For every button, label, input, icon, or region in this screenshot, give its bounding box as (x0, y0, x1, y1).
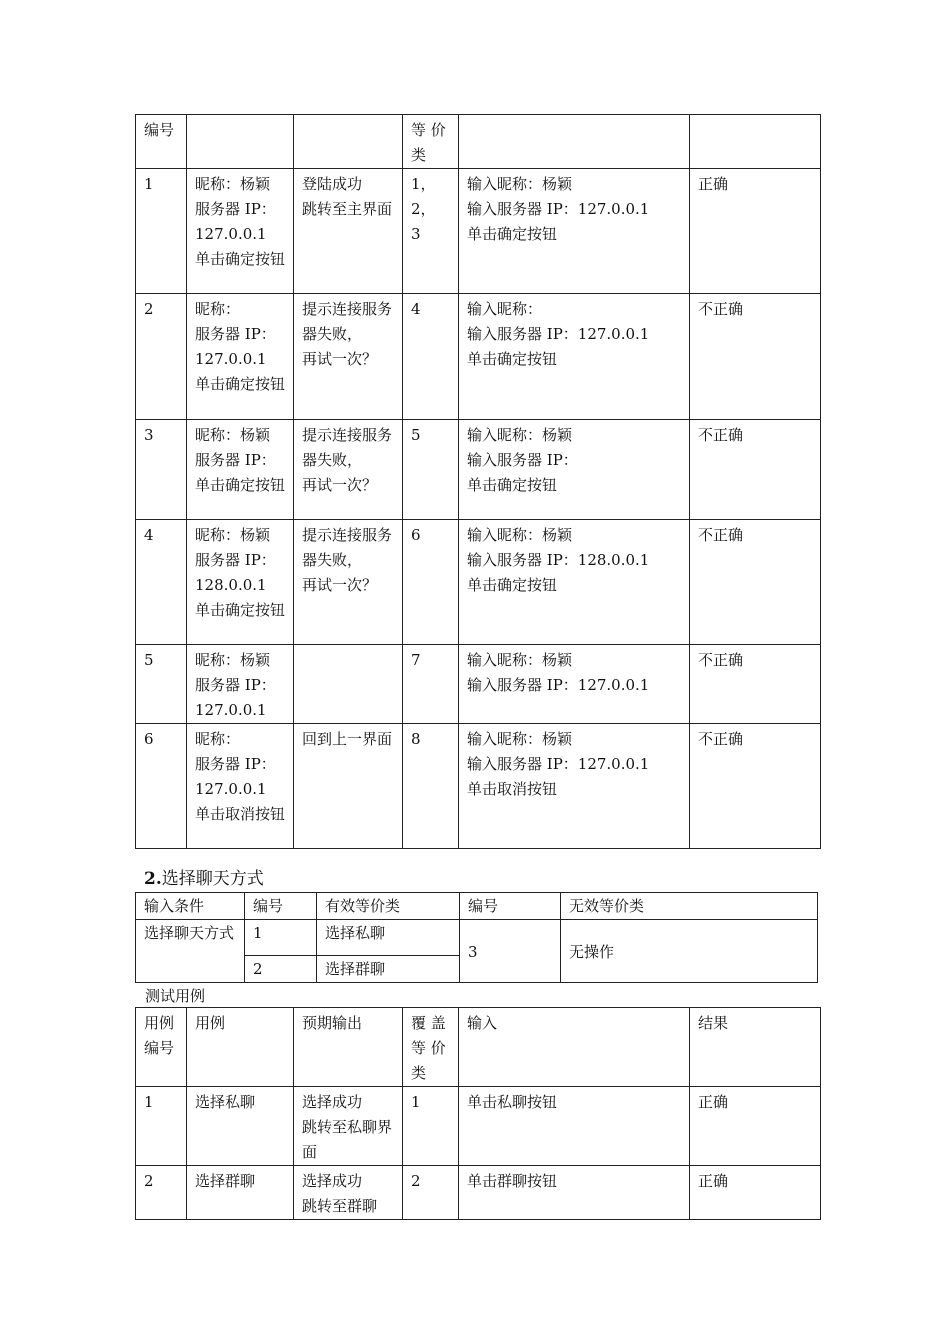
table-row (136, 169, 821, 294)
header-cell (294, 115, 403, 169)
case-classes: 2 (403, 1166, 459, 1220)
valid-class-id: 2 (245, 956, 317, 983)
case-result: 正确 (690, 1166, 821, 1220)
login-test-table (135, 114, 821, 849)
case-expected: 提示连接服务器失败， 再试一次？ (294, 294, 403, 420)
case-name: 选择群聊 (187, 1166, 294, 1220)
case-steps: 输入昵称：杨颖 输入服务器 IP：127.0.0.1 单击确定按钮 (459, 169, 690, 294)
table-header-row (136, 115, 821, 169)
table-row (136, 1166, 821, 1220)
section-heading (144, 868, 264, 890)
section-title: 选择聊天方式 (161, 869, 264, 889)
table-row (136, 1087, 821, 1166)
valid-class-label: 选择私聊 (317, 920, 460, 956)
case-classes: 1，2， 3 (403, 169, 459, 294)
case-result: 不正确 (690, 724, 821, 849)
case-classes: 5 (403, 420, 459, 520)
header-cell: 用例编号 (136, 1008, 187, 1087)
case-steps: 输入昵称：杨颖 输入服务器 IP：127.0.0.1 (459, 645, 690, 724)
header-cell: 等 价 类 (403, 115, 459, 169)
case-result: 不正确 (690, 520, 821, 645)
case-input: 昵称：杨颖 服务器 IP： 127.0.0.1 单击确定按钮 (187, 169, 294, 294)
case-expected: 提示连接服务器失败， 再试一次？ (294, 420, 403, 520)
case-id: 1 (136, 1087, 187, 1166)
table-header-row (136, 1008, 821, 1087)
header-cell: 覆 盖 等 价 类 (403, 1008, 459, 1087)
table-row (136, 920, 818, 956)
test-case-label: 测试用例 (145, 987, 206, 1005)
case-result: 正确 (690, 1087, 821, 1166)
header-cell: 编号 (245, 893, 317, 920)
case-result: 不正确 (690, 645, 821, 724)
header-cell (690, 115, 821, 169)
case-result: 正确 (690, 169, 821, 294)
case-classes: 8 (403, 724, 459, 849)
header-cell (459, 115, 690, 169)
case-id: 1 (136, 169, 187, 294)
case-steps: 输入昵称：杨颖 输入服务器 IP：128.0.0.1 单击确定按钮 (459, 520, 690, 645)
case-input: 单击私聊按钮 (459, 1087, 690, 1166)
case-id: 2 (136, 294, 187, 420)
case-id: 3 (136, 420, 187, 520)
header-cell: 输入条件 (136, 893, 245, 920)
header-cell: 预期输出 (294, 1008, 403, 1087)
header-cell (187, 115, 294, 169)
header-cell: 编号 (460, 893, 561, 920)
header-cell: 编号 (136, 115, 187, 169)
invalid-class-label: 无操作 (561, 920, 818, 983)
header-cell: 结果 (690, 1008, 821, 1087)
case-expected (294, 645, 403, 724)
valid-class-label: 选择群聊 (317, 956, 460, 983)
case-input: 单击群聊按钮 (459, 1166, 690, 1220)
header-cell: 用例 (187, 1008, 294, 1087)
case-classes: 1 (403, 1087, 459, 1166)
valid-class-id: 1 (245, 920, 317, 956)
input-condition: 选择聊天方式 (136, 920, 245, 983)
header-cell: 输入 (459, 1008, 690, 1087)
invalid-class-id: 3 (460, 920, 561, 983)
table-row (136, 724, 821, 849)
table-row (136, 645, 821, 724)
equivalence-class-table (135, 892, 818, 983)
header-cell: 无效等价类 (561, 893, 818, 920)
table-row (136, 520, 821, 645)
case-expected: 提示连接服务器失败， 再试一次？ (294, 520, 403, 645)
case-id: 5 (136, 645, 187, 724)
case-id: 4 (136, 520, 187, 645)
case-result: 不正确 (690, 420, 821, 520)
case-id: 2 (136, 1166, 187, 1220)
case-input: 昵称：杨颖 服务器 IP： 单击确定按钮 (187, 420, 294, 520)
case-steps: 输入昵称：杨颖 输入服务器 IP： 单击确定按钮 (459, 420, 690, 520)
case-input: 昵称： 服务器 IP： 127.0.0.1 单击确定按钮 (187, 294, 294, 420)
case-result: 不正确 (690, 294, 821, 420)
case-classes: 6 (403, 520, 459, 645)
case-input: 昵称：杨颖 服务器 IP： 127.0.0.1 (187, 645, 294, 724)
case-input: 昵称：杨颖 服务器 IP： 128.0.0.1 单击确定按钮 (187, 520, 294, 645)
case-expected: 选择成功 跳转至私聊界面 (294, 1087, 403, 1166)
case-expected: 回到上一界面 (294, 724, 403, 849)
case-classes: 7 (403, 645, 459, 724)
table-header-row (136, 893, 818, 920)
header-cell: 有效等价类 (317, 893, 460, 920)
case-name: 选择私聊 (187, 1087, 294, 1166)
case-expected: 登陆成功 跳转至主界面 (294, 169, 403, 294)
section-number: 2. (144, 869, 162, 889)
chat-mode-test-table (135, 1007, 821, 1220)
case-steps: 输入昵称： 输入服务器 IP：127.0.0.1 单击确定按钮 (459, 294, 690, 420)
table-row (136, 420, 821, 520)
case-expected: 选择成功 跳转至群聊 (294, 1166, 403, 1220)
case-id: 6 (136, 724, 187, 849)
case-steps: 输入昵称：杨颖 输入服务器 IP：127.0.0.1 单击取消按钮 (459, 724, 690, 849)
table-row (136, 294, 821, 420)
case-input: 昵称： 服务器 IP： 127.0.0.1 单击取消按钮 (187, 724, 294, 849)
case-classes: 4 (403, 294, 459, 420)
